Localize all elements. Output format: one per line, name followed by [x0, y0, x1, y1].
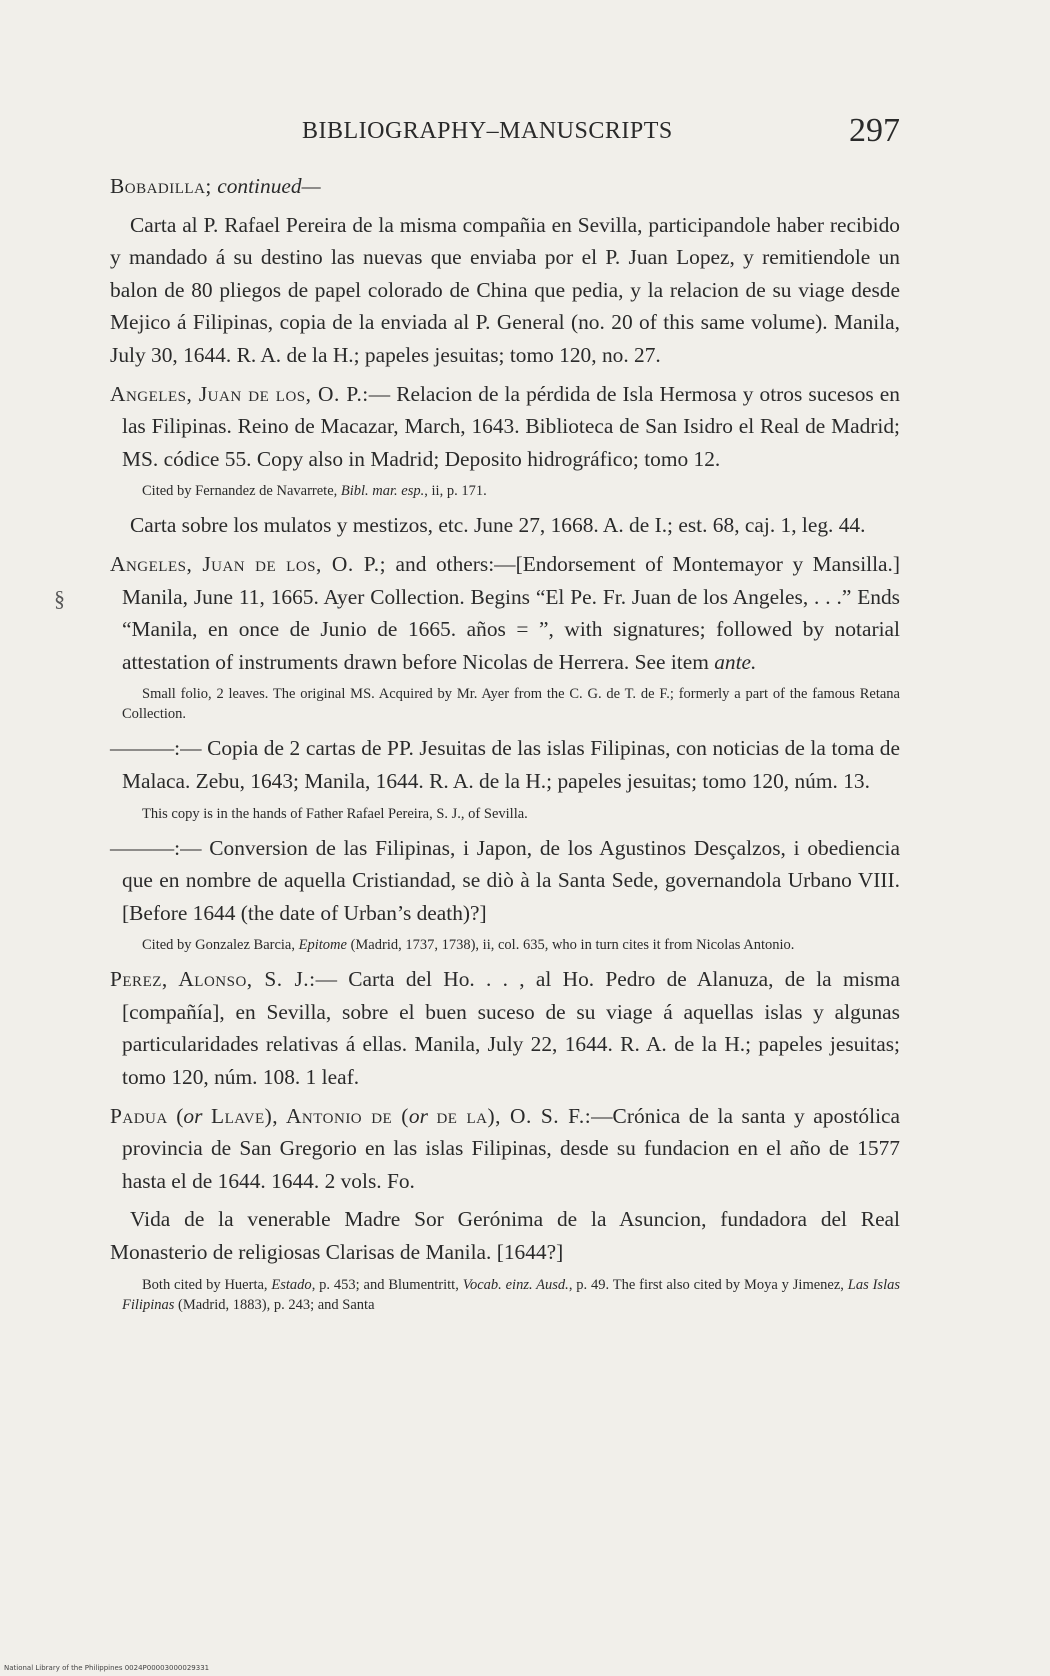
- note-title: Epitome: [298, 937, 347, 954]
- margin-annotation: §: [54, 586, 65, 611]
- entry-author: Bobadilla;: [110, 174, 212, 198]
- note-text: (Madrid, 1737, 1738), ii, col. 635, who in turn cites it from Nicolas Antonio.: [346, 937, 795, 954]
- entry-text: — Carta del Ho. . . , al Ho. Pedro de Alanuza, de la misma [compañía], en Sevilla, sobre el buen suceso de su viage á aquellas islas y algunas particularidades relativas á ellas. Manila, July 22, 1644. R. A. de la H.; papeles jesuitas; tomo 120, núm. 108. 1 leaf.: [122, 967, 900, 1090]
- entry-author: Perez, Alonso, S. J.:: [110, 967, 316, 992]
- note-text: , p. 49. The first also cited by Moya y Jimenez,: [568, 1276, 848, 1293]
- archive-footer: National Library of the Philippines 0024P00003000029331: [4, 1664, 210, 1672]
- entry-bobadilla-text: Carta al P. Rafael Pereira de la misma compañia en Sevilla, participandole haber recibido y mandado á su destino las nuevas que enviaba por el P. Juan Lopez, y remitiendole un balon de 80 pliegos de papel colorado de China que pedia, y la relacion de su viage desde Mejico á Filipinas, copia de la enviada al P. General (no. 20 of this same volume). Manila, July 30, 1644. R. A. de la H.; papeles jesuitas; tomo 120, no. 27.: [110, 212, 900, 367]
- note-text: Cited by Fernandez de Navarrete,: [142, 483, 341, 500]
- entry-perez: [110, 963, 900, 1093]
- entry-text: — Relacion de la pérdida de Isla Hermosa y otros sucesos en las Filipinas. Reino de Macazar, March, 1643. Biblioteca de San Isidro el Real de Madrid; MS. códice 55. Copy also in Madrid; Deposito hidrográfico; tomo 12.: [122, 381, 900, 471]
- entry-padua-sub: Vida de la venerable Madre Sor Gerónima de la Asuncion, fundadora del Real Monasterio de religiosas Clarisas de Manila. [1644?]: [110, 1207, 900, 1265]
- citation-note: [110, 935, 900, 955]
- citation-note: [110, 481, 900, 501]
- running-title: BIBLIOGRAPHY–MANUSCRIPTS: [302, 118, 673, 144]
- entry-angeles-2: [110, 548, 900, 678]
- entry-author: Llave), Antonio de (: [211, 1103, 409, 1128]
- note-text: , ii, p. 171.: [424, 483, 487, 500]
- entry-author: de la), O. S. F.:: [436, 1103, 592, 1128]
- note-title: Estado: [271, 1276, 312, 1293]
- citation-note: Small folio, 2 leaves. The original MS. Acquired by Mr. Ayer from the C. G. de T. de F.; formerly a part of the famous Retana Collection.: [122, 686, 900, 723]
- continued-label: continued—: [217, 174, 321, 198]
- entry-text: and others:—[Endorsement of Montemayor y Mansilla.] Manila, June 11, 1665. Ayer Collection. Begins “El Pe. Fr. Juan de los Angeles, . . .” Ends “Manila, en once de Junio de 1665. años = ”, with signatures; followed by notarial attestation of instruments drawn before Nicolas de Herrera. See item: [122, 551, 900, 674]
- entry-angeles-1-sub: Carta sobre los mulatos y mestizos, etc. June 27, 1668. A. de I.; est. 68, caj. 1, leg. 44.: [130, 513, 866, 538]
- citation-note: [110, 1275, 900, 1315]
- entry-copia: ———:— Copia de 2 cartas de PP. Jesuitas de las islas Filipinas, con noticias de la toma de Malaca. Zebu, 1643; Manila, 1644. R. A. de la H.; papeles jesuitas; tomo 120, núm. 13.: [110, 736, 900, 793]
- entry-author: Padua: [110, 1103, 168, 1128]
- entry-bobadilla-head: [110, 170, 900, 203]
- or-label: or: [183, 1103, 203, 1128]
- page-body: [110, 170, 900, 1323]
- citation-note: This copy is in the hands of Father Rafael Pereira, S. J., of Sevilla.: [142, 805, 528, 822]
- entry-padua: Padua (or Llave), Antonio de (or de la), O. S. F.:—Crónica de la santa y apostólica provincia de San Gregorio en las islas Filipinas, desde su fundacion en el año de 1577 hasta el de 1644. 1644. 2 vols. Fo.: [110, 1103, 901, 1193]
- or-label: or: [408, 1103, 428, 1128]
- note-title: Las Islas Filipinas: [122, 1276, 900, 1313]
- entry-author: Angeles, Juan de los, O. P.:: [110, 381, 369, 406]
- entry-ante: ante.: [714, 649, 757, 674]
- page-number: 297: [849, 112, 900, 149]
- page-header: [110, 112, 900, 158]
- note-text: , p. 453; and Blumentritt,: [311, 1276, 463, 1293]
- note-text: Cited by Gonzalez Barcia,: [142, 937, 299, 954]
- note-title: Bibl. mar. esp.: [340, 483, 425, 500]
- entry-author: Angeles, Juan de los, O. P.;: [110, 551, 387, 576]
- note-text: (Madrid, 1883), p. 243; and Santa: [174, 1296, 375, 1313]
- note-text: Both cited by Huerta,: [142, 1276, 272, 1293]
- entry-angeles-1: [110, 378, 900, 476]
- entry-text: —Crónica de la santa y apostólica provincia de San Gregorio en las islas Filipinas, desde su fundacion en el año de 1577 hasta el de 1644. 1644. 2 vols. Fo.: [122, 1103, 901, 1193]
- note-title: Vocab. einz. Ausd.: [462, 1276, 569, 1293]
- entry-conversion: ———:— Conversion de las Filipinas, i Japon, de los Agustinos Desçalzos, i obediencia que en nombre de aquella Cristiandad, se diò à la Santa Sede, governandola Urbano VIII. [Before 1644 (the date of Urban’s death)?]: [110, 835, 900, 925]
